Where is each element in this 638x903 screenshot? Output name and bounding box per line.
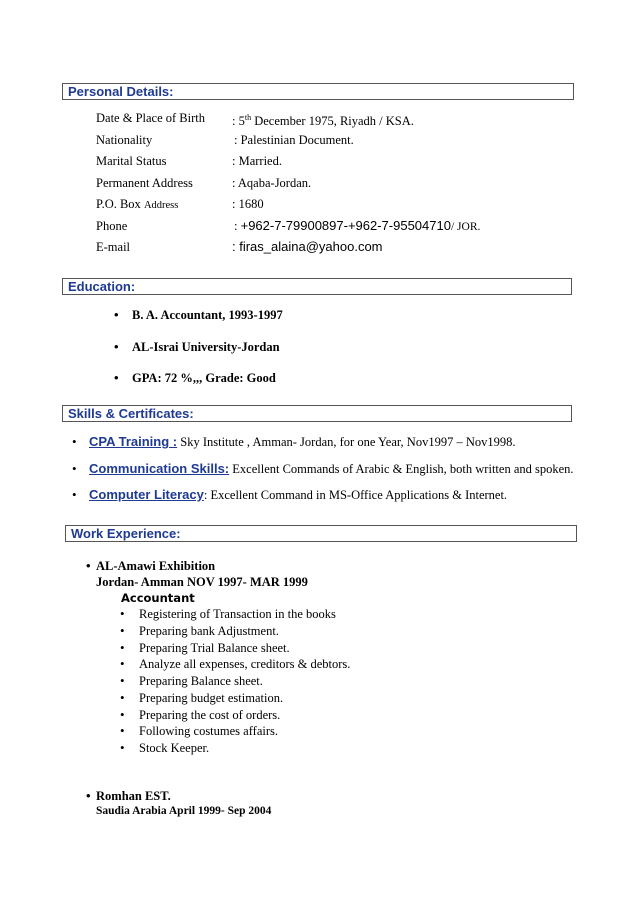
bullet-icon: • (72, 434, 77, 449)
skill-title: Communication Skills: (89, 461, 230, 476)
bullet-icon: • (120, 623, 125, 638)
bullet-icon: • (114, 370, 119, 385)
marital-value: : Married. (232, 154, 282, 168)
bullet-icon: • (86, 788, 91, 803)
bullet-icon: • (120, 640, 125, 655)
address-value: : Aqaba-Jordan. (232, 176, 312, 190)
bullet-icon: • (114, 339, 119, 354)
bullet-icon: • (120, 740, 125, 755)
phone-value: : +962-7-79900897-+962-7-95504710/ JOR. (234, 218, 481, 233)
nationality-label: Nationality (96, 133, 153, 147)
bullet-icon: • (120, 606, 125, 621)
phone-label: Phone (96, 219, 128, 233)
job-period: Saudia Arabia April 1999- Sep 2004 (96, 805, 272, 817)
bullet-icon: • (120, 690, 125, 705)
bullet-icon: • (120, 707, 125, 722)
bullet-icon: • (72, 487, 77, 502)
marital-label: Marital Status (96, 154, 167, 168)
bullet-icon: • (86, 558, 91, 573)
birth-label: Date & Place of Birth (96, 111, 205, 125)
job-role: Accountant (121, 591, 195, 605)
bullet-icon: • (120, 723, 125, 738)
work-heading: Work Experience: (65, 525, 577, 542)
personal-details-heading: Personal Details: (62, 83, 574, 100)
birth-value: : 5th December 1975, Riyadh / KSA. (232, 113, 414, 129)
bullet-icon: • (72, 461, 77, 476)
email-value: : firas_alaina@yahoo.com (232, 239, 383, 254)
skills-heading: Skills & Certificates: (62, 405, 572, 422)
skill-title: Computer Literacy (89, 487, 204, 502)
pobox-label: P.O. Box Address (96, 197, 179, 211)
bullet-icon: • (120, 673, 125, 688)
job-period: Jordan- Amman NOV 1997- MAR 1999 (96, 575, 308, 589)
nationality-value: : Palestinian Document. (234, 133, 354, 147)
bullet-icon: • (114, 307, 119, 322)
email-label: E-mail (96, 240, 131, 254)
address-label: Permanent Address (96, 176, 193, 190)
bullet-icon: • (120, 656, 125, 671)
skill-title: CPA Training : (89, 434, 178, 449)
pobox-value: : 1680 (232, 197, 264, 211)
education-heading: Education: (62, 278, 572, 295)
